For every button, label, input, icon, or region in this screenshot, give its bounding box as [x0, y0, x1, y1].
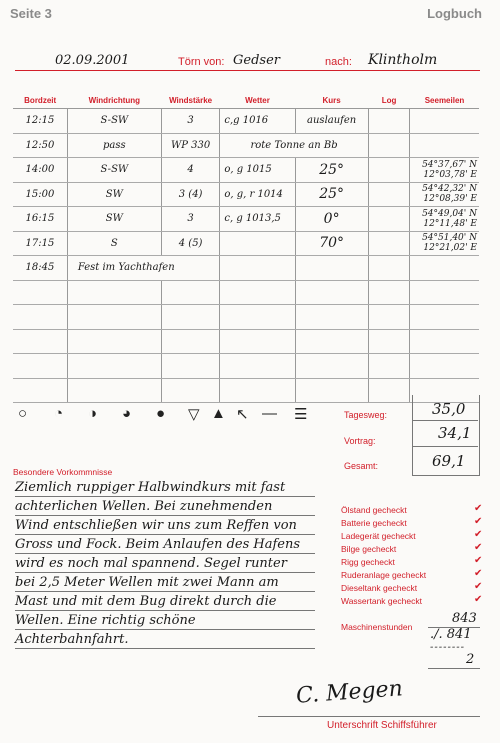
checkmark-icon: ✔	[474, 516, 483, 527]
col-seemeilen: Seemeilen	[410, 92, 479, 109]
cell-wind-str: 3	[161, 109, 220, 134]
cell-log	[368, 231, 410, 256]
check-ruderanlage: Ruderanlage gecheckt	[341, 570, 427, 580]
note-line: Wind entschließen wir uns zum Reffen von	[15, 518, 297, 533]
circle-full-icon: ●	[156, 405, 166, 422]
cell-log	[368, 109, 410, 134]
cell-wind-dir: S-SW	[67, 109, 161, 134]
note-rule	[15, 610, 315, 611]
cell-course: 25°	[295, 182, 368, 207]
cell-log	[368, 182, 410, 207]
cell-log	[368, 207, 410, 232]
cell-pos	[410, 133, 479, 158]
circle-quarter-icon: ◔	[54, 405, 64, 422]
cell-pos: 54°51,40' N 12°21,02' E	[410, 231, 479, 256]
cell-pos: 54°37,67' N 12°03,78' E	[410, 158, 479, 183]
engine-line	[428, 668, 480, 669]
cell-wind-dir: Fest im Yachthafen	[67, 256, 220, 281]
table-row	[13, 182, 479, 207]
log-table	[13, 92, 479, 403]
circle-empty-icon: ○	[18, 405, 28, 422]
line-single-icon: —	[262, 405, 277, 422]
note-rule	[15, 496, 315, 497]
cell-course: auslaufen	[295, 109, 368, 134]
cell-course	[295, 256, 368, 281]
cell-time: 18:45	[13, 256, 67, 281]
signature-label: Unterschrift Schiffsführer	[327, 720, 437, 731]
cell-pos	[410, 109, 479, 134]
cell-wind-str: 4 (5)	[161, 231, 220, 256]
check-wassertank: Wassertank gecheckt	[341, 596, 422, 606]
checkmark-icon: ✔	[474, 529, 483, 540]
cell-course: 0°	[295, 207, 368, 232]
cell-pos	[410, 256, 479, 281]
engine-hours-value2: ./. 841	[430, 627, 472, 642]
cell-weather: c,g 1016	[220, 109, 295, 134]
note-rule	[15, 648, 315, 649]
checkmark-icon: ✔	[474, 503, 483, 514]
col-log: Log	[368, 92, 410, 109]
note-rule	[15, 629, 315, 630]
cell-wind-dir: SW	[67, 207, 161, 232]
checkmark-icon: ✔	[474, 581, 483, 592]
note-rule	[15, 534, 315, 535]
table-row	[13, 329, 479, 354]
trip-underline	[15, 70, 480, 71]
vortrag-value: 34,1	[438, 424, 472, 442]
col-wetter: Wetter	[220, 92, 295, 109]
engine-hours-result: 2	[466, 652, 475, 667]
cell-wind-str: 4	[161, 158, 220, 183]
check-batterie: Batterie gecheckt	[341, 518, 407, 528]
table-row	[13, 133, 479, 158]
check-oelstand: Ölstand gecheckt	[341, 505, 407, 515]
col-windstaerke: Windstärke	[161, 92, 220, 109]
trip-from: Gedser	[233, 53, 280, 68]
cell-wind-dir: pass	[67, 133, 161, 158]
cell-time: 12:15	[13, 109, 67, 134]
engine-hours-value1: 843	[452, 611, 477, 626]
table-row	[13, 354, 479, 379]
circle-half-icon: ◑	[88, 405, 98, 422]
cell-time: 15:00	[13, 182, 67, 207]
col-bordzeit: Bordzeit	[13, 92, 67, 109]
cell-time: 14:00	[13, 158, 67, 183]
engine-hours-label: Maschinenstunden	[341, 622, 413, 632]
cell-wind-dir: S-SW	[67, 158, 161, 183]
signature: C. Megen	[295, 676, 404, 709]
note-line: achterlichen Wellen. Bei zunehmenden	[15, 499, 273, 514]
table-row	[13, 256, 479, 281]
cell-weather	[220, 231, 295, 256]
note-line: Gross und Fock. Beim Anlaufen des Hafens	[15, 537, 301, 552]
line-triple-icon: ☰	[294, 406, 308, 423]
check-bilge: Bilge gecheckt	[341, 544, 397, 554]
trip-from-label: Törn von:	[178, 56, 225, 68]
page-number: Seite 3	[10, 6, 52, 21]
cell-time: 16:15	[13, 207, 67, 232]
gesamt-value: 69,1	[432, 452, 466, 470]
cell-weather: c, g 1013,5	[220, 207, 295, 232]
table-row	[13, 231, 479, 256]
note-line: Wellen. Eine richtig schöne	[15, 613, 196, 628]
note-rule	[15, 591, 315, 592]
tagesweg-line	[412, 420, 478, 421]
cell-pos: 54°42,32' N 12°08,39' E	[410, 182, 479, 207]
checkmark-icon: ✔	[474, 594, 483, 605]
cell-time: 12:50	[13, 133, 67, 158]
cell-log	[368, 256, 410, 281]
note-line: Ziemlich ruppiger Halbwindkurs mit fast	[15, 480, 286, 495]
cell-weather: o, g 1015	[220, 158, 295, 183]
engine-hours-dashes: --------	[430, 642, 466, 653]
note-line: bei 2,5 Meter Wellen mit zwei Mann am	[15, 575, 279, 590]
checkmark-icon: ✔	[474, 555, 483, 566]
arrow-corner-icon: ↖	[236, 406, 249, 423]
table-row	[13, 109, 479, 134]
note-line: Mast und mit dem Bug direkt durch die	[15, 594, 277, 609]
table-row	[13, 280, 479, 305]
note-rule	[15, 553, 315, 554]
cell-wind-dir: SW	[67, 182, 161, 207]
cell-wind-str: WP 330	[161, 133, 220, 158]
vortrag-line	[412, 446, 478, 447]
checkmark-icon: ✔	[474, 542, 483, 553]
trip-to-label: nach:	[325, 56, 352, 68]
table-row	[13, 378, 479, 403]
trip-to: Klintholm	[368, 52, 438, 68]
note-rule	[15, 515, 315, 516]
circle-three-quarter-icon: ◕	[122, 405, 132, 422]
trip-date: 02.09.2001	[55, 53, 130, 68]
note-line: wird es noch mal spannend. Segel runter	[15, 556, 287, 571]
table-row	[13, 207, 479, 232]
check-dieseltank: Dieseltank gecheckt	[341, 583, 418, 593]
page-title: Logbuch	[427, 6, 482, 21]
notes-label: Besondere Vorkommnisse	[13, 467, 113, 477]
cell-time: 17:15	[13, 231, 67, 256]
cell-log	[368, 158, 410, 183]
col-windrichtung: Windrichtung	[67, 92, 161, 109]
table-row	[13, 305, 479, 330]
gesamt-label: Gesamt:	[344, 461, 379, 471]
checkmark-icon: ✔	[474, 568, 483, 579]
cell-log	[368, 133, 410, 158]
signature-line	[258, 716, 480, 717]
note-rule	[15, 572, 315, 573]
cell-course: 25°	[295, 158, 368, 183]
table-header-row	[13, 92, 479, 109]
cell-weather: o, g, r 1014	[220, 182, 295, 207]
vortrag-label: Vortrag:	[344, 436, 376, 446]
cell-weather: rote Tonne an Bb	[220, 133, 368, 158]
check-rigg: Rigg gecheckt	[341, 557, 395, 567]
check-ladegeraet: Ladegerät gecheckt	[341, 531, 416, 541]
triangle-up-icon: ▲	[211, 405, 226, 422]
triangle-down-icon: ▽	[188, 406, 200, 423]
cell-wind-str: 3	[161, 207, 220, 232]
cell-wind-str: 3 (4)	[161, 182, 220, 207]
note-line: Achterbahnfahrt.	[15, 632, 129, 647]
col-kurs: Kurs	[295, 92, 368, 109]
cell-wind-dir: S	[67, 231, 161, 256]
cell-course: 70°	[295, 231, 368, 256]
tagesweg-label: Tagesweg:	[344, 410, 388, 420]
cell-weather	[220, 256, 295, 281]
tagesweg-value: 35,0	[432, 400, 466, 418]
table-row	[13, 158, 479, 183]
cell-pos: 54°49,04' N 12°11,48' E	[410, 207, 479, 232]
